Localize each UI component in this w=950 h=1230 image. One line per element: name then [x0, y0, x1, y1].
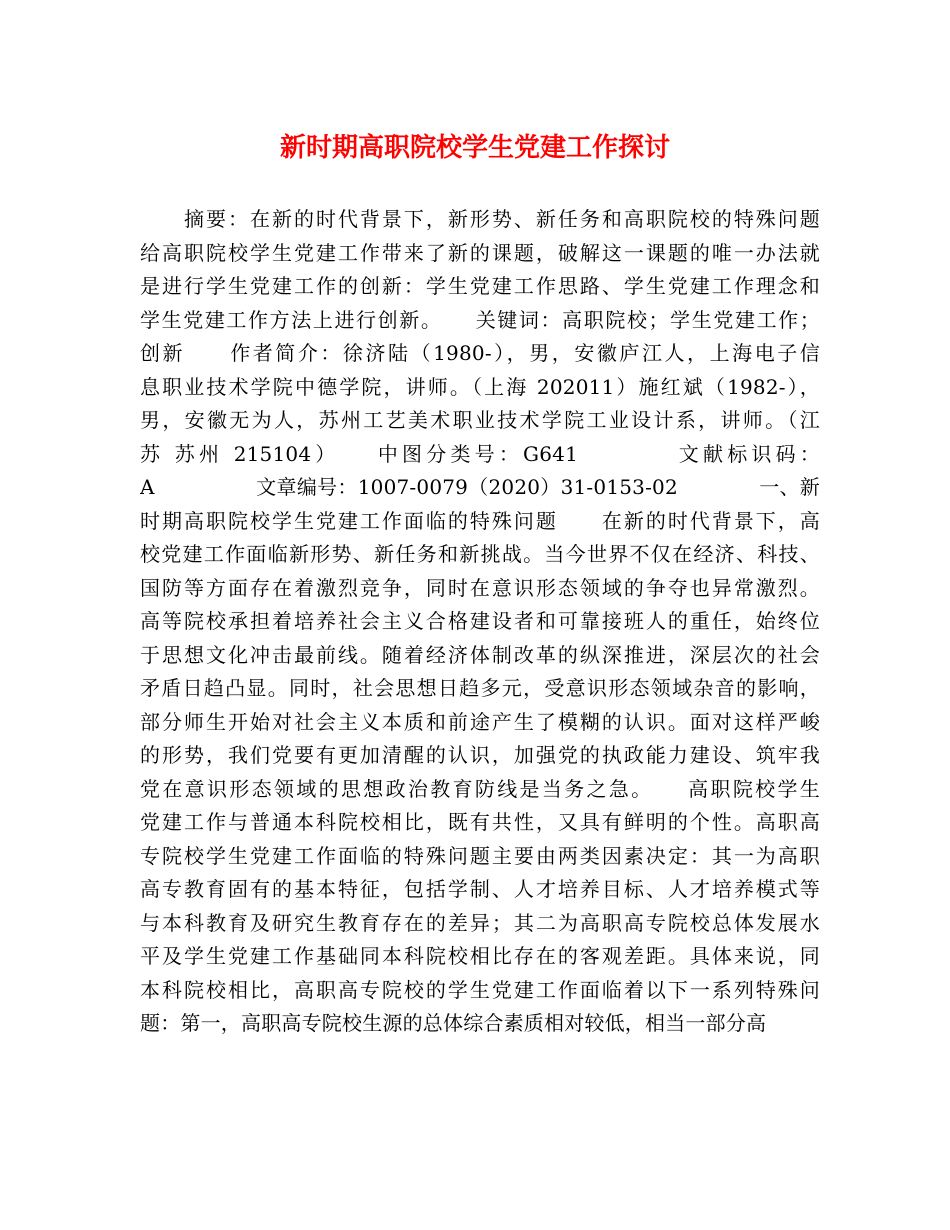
document-body	[140, 203, 820, 1041]
body-text-line: 平及学生党建工作基础同本科院校相比存在的客观差距。具体来说，同	[140, 944, 820, 968]
body-text-line: 息职业技术学院中德学院，讲师。（上海 202011）施红斌（1982-），	[140, 374, 820, 399]
body-text-line: 专院校学生党建工作面临的特殊问题主要由两类因素决定：其一为高职	[140, 843, 820, 868]
body-text-line: 校党建工作面临新形势、新任务和新挑战。当今世界不仅在经济、科技、	[140, 542, 820, 566]
body-text-line: 题：第一，高职高专院校生源的总体综合素质相对较低，相当一部分高	[140, 1011, 767, 1035]
body-text-line: 与本科教育及研究生教育存在的差异；其二为高职高专院校总体发展水	[140, 910, 820, 935]
body-text-line: 摘要：在新的时代背景下，新形势、新任务和高职院校的特殊问题	[140, 207, 820, 231]
body-text-line: 苏 苏州 215104） 中图分类号：G641 文献标识码：	[140, 441, 820, 466]
body-text-line: 学生党建工作方法上进行创新。 关键词：高职院校；学生党建工作；	[140, 307, 820, 332]
body-text-line: 部分师生开始对社会主义本质和前途产生了模糊的认识。面对这样严峻	[140, 709, 820, 734]
body-text-line: 男，安徽无为人，苏州工艺美术职业技术学院工业设计系，讲师。（江	[140, 408, 820, 432]
body-text-line: A 文章编号：1007-0079（2020）31-0153-02 一、新	[140, 475, 820, 499]
body-text-line: 给高职院校学生党建工作带来了新的课题，破解这一课题的唯一办法就	[140, 240, 820, 265]
body-text-line: 于思想文化冲击最前线。随着经济体制改革的纵深推进，深层次的社会	[140, 642, 820, 667]
body-text-line: 国防等方面存在着激烈竞争，同时在意识形态领域的争夺也异常激烈。	[140, 575, 820, 600]
body-text-line: 高专教育固有的基本特征，包括学制、人才培养目标、人才培养模式等	[140, 877, 820, 901]
body-text-line: 矛盾日趋凸显。同时，社会思想日趋多元，受意识形态领域杂音的影响，	[140, 676, 820, 700]
body-text-line: 本科院校相比，高职高专院校的学生党建工作面临着以下一系列特殊问	[140, 977, 820, 1002]
body-text-line: 党在意识形态领域的思想政治教育防线是当务之急。 高职院校学生	[140, 776, 820, 801]
body-text-line: 党建工作与普通本科院校相比，既有共性，又具有鲜明的个性。高职高	[140, 810, 820, 834]
document-title: 新时期高职院校学生党建工作探讨	[279, 133, 670, 163]
body-text-line: 的形势，我们党要有更加清醒的认识，加强党的执政能力建设、筑牢我	[140, 743, 820, 767]
body-text-line: 是进行学生党建工作的创新：学生党建工作思路、学生党建工作理念和	[140, 274, 820, 298]
body-text-line: 高等院校承担着培养社会主义合格建设者和可靠接班人的重任，始终位	[140, 609, 820, 633]
body-text-line: 时期高职院校学生党建工作面临的特殊问题 在新的时代背景下，高	[140, 508, 820, 533]
body-text-line: 创新 作者简介：徐济陆（1980-），男，安徽庐江人，上海电子信	[140, 341, 820, 365]
